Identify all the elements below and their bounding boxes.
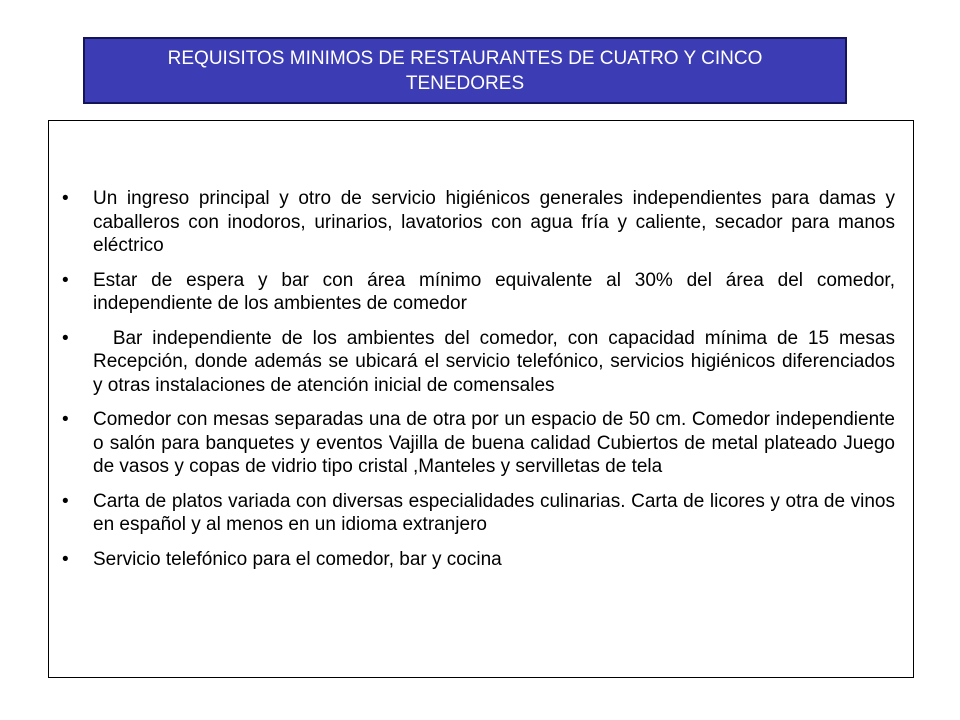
bullet-icon: • bbox=[62, 548, 69, 570]
list-item-text: Carta de platos variada con diversas especialidades culinarias. Carta de licores y otra de vinos en español y al menos en un idioma extranjero bbox=[93, 490, 895, 535]
slide-title-box bbox=[83, 37, 847, 104]
list-item bbox=[62, 548, 895, 572]
list-item-text: Estar de espera y bar con área mínimo equivalente al 30% del área del comedor, independiente de los ambientes de comedor bbox=[93, 269, 895, 314]
list-item-text: Comedor con mesas separadas una de otra por un espacio de 50 cm. Comedor independiente o salón para banquetes y eventos Vajilla de buena calidad Cubiertos de metal plateado Juego de vasos y copas de vidrio tipo cristal ,Manteles y servilletas de tela bbox=[93, 409, 895, 477]
list-item-text: Un ingreso principal y otro de servicio higiénicos generales independientes para damas y caballeros con inodoros, urinarios, lavatorios con agua fría y caliente, secador para manos eléctrico bbox=[93, 188, 895, 256]
bullet-icon: • bbox=[62, 490, 69, 512]
list-item bbox=[62, 408, 895, 479]
list-item-text: Servicio telefónico para el comedor, bar y cocina bbox=[93, 548, 502, 570]
list-item bbox=[62, 269, 895, 316]
list-item bbox=[62, 327, 901, 398]
content-box bbox=[48, 120, 914, 678]
bullet-icon: • bbox=[62, 188, 69, 209]
list-item-text: Bar independiente de los ambientes del comedor, con capacidad mínima de 15 mesas Recepción, donde además se ubicará el servicio telefónico, servicios higiénicos diferenciados y otras instalaciones de atención inicial de comensales bbox=[93, 327, 901, 396]
list-item bbox=[62, 187, 895, 258]
requirements-list bbox=[62, 187, 901, 582]
bullet-icon: • bbox=[62, 327, 69, 349]
bullet-icon: • bbox=[62, 269, 69, 291]
slide-title: REQUISITOS MINIMOS DE RESTAURANTES DE CUATRO Y CINCO TENEDORES bbox=[167, 47, 763, 94]
list-item bbox=[62, 490, 895, 537]
bullet-icon: • bbox=[62, 409, 69, 430]
